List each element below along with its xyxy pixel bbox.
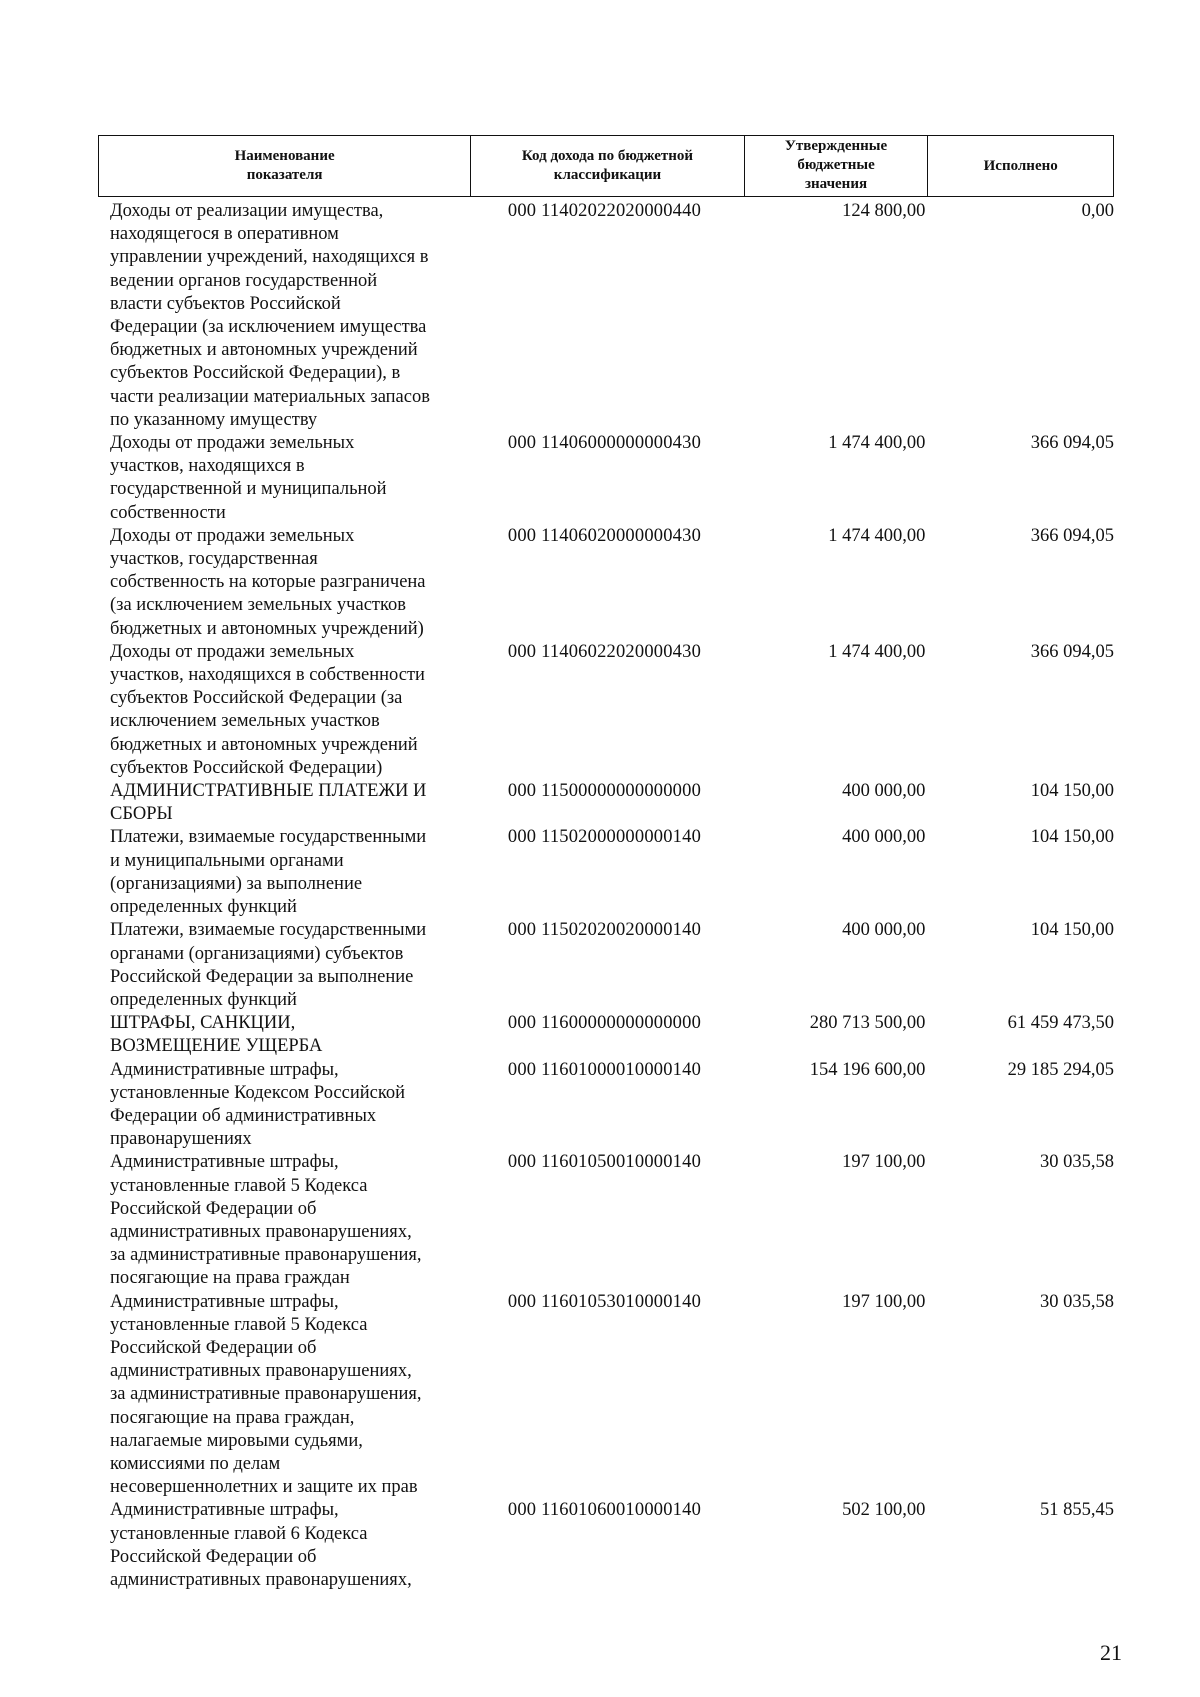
- row-fact: 104 150,00: [1030, 781, 1114, 802]
- table-row: [98, 1291, 1114, 1500]
- row-plan: 197 100,00: [842, 1152, 926, 1173]
- row-code: 000 11600000000000000: [507, 1013, 702, 1034]
- row-name: ШТРАФЫ, САНКЦИИ, ВОЗМЕЩЕНИЕ УЩЕРБА: [110, 1013, 323, 1057]
- row-fact: 0,00: [1081, 201, 1114, 221]
- row-name: Доходы от продажи земельных участков, находящихся в государственной и муниципальной собственности: [110, 433, 387, 523]
- header-code-cell: [471, 136, 744, 196]
- row-fact: 366 094,05: [1030, 641, 1114, 662]
- table-body: [98, 200, 1114, 1592]
- row-plan: 154 196 600,00: [809, 1059, 926, 1080]
- row-plan: 197 100,00: [842, 1291, 926, 1312]
- row-name: Доходы от продажи земельных участков, государственная собственность на которые разграничена (за исключением земельных участков бюджетных и автономных учреждений): [110, 525, 426, 639]
- row-name: Доходы от продажи земельных участков, находящихся в собственности субъектов Российской Федерации (за исключением земельных участков бюджетных и автономных учреждений субъектов Российской Федерации): [110, 641, 425, 778]
- row-name: АДМИНИСТРАТИВНЫЕ ПЛАТЕЖИ И СБОРЫ: [110, 781, 427, 825]
- row-fact: 366 094,05: [1030, 525, 1114, 546]
- row-plan: 400 000,00: [842, 827, 926, 848]
- row-plan: 1 474 400,00: [828, 641, 926, 662]
- table-row: [98, 525, 1114, 641]
- row-name: Административные штрафы, установленные главой 5 Кодекса Российской Федерации об административных правонарушениях, за административные правонарушения, посягающие на права граждан, налагаемые мировыми судьями, комиссиями по делам несовершеннолетних и защите их прав: [110, 1291, 422, 1498]
- table-row: [98, 200, 1114, 432]
- table-row: [98, 919, 1114, 1012]
- page-number: 21: [1100, 1640, 1122, 1665]
- header-plan-cell: [745, 136, 929, 196]
- table-row: [98, 1059, 1114, 1152]
- table-header: [98, 135, 1114, 197]
- table-row: [98, 1151, 1114, 1290]
- row-plan: 124 800,00: [842, 201, 926, 221]
- header-fact-label: Исполнено: [983, 157, 1058, 174]
- row-plan: 502 100,00: [842, 1500, 926, 1521]
- header-name-cell: [99, 136, 471, 196]
- row-code: 000 11601000010000140: [507, 1059, 702, 1080]
- row-code: 000 11406020000000430: [507, 525, 702, 546]
- row-fact: 29 185 294,05: [1007, 1059, 1114, 1080]
- table-row: [98, 826, 1114, 919]
- row-code: 000 11406022020000430: [507, 641, 702, 662]
- row-plan: 1 474 400,00: [828, 433, 926, 454]
- row-code: 000 11500000000000000: [507, 781, 702, 802]
- table-row: [98, 780, 1114, 826]
- table-row: [98, 1012, 1114, 1058]
- table-row: [98, 432, 1114, 525]
- header-fact-cell: [928, 136, 1113, 196]
- row-code: 000 11601050010000140: [507, 1152, 702, 1173]
- row-code: 000 11402022020000440: [507, 201, 702, 221]
- table-row: [98, 641, 1114, 780]
- row-fact: 61 459 473,50: [1007, 1013, 1114, 1034]
- row-fact: 51 855,45: [1040, 1500, 1114, 1521]
- row-name: Платежи, взимаемые государственными и муниципальными органами (организациями) за выполнение определенных функций: [110, 827, 427, 918]
- row-code: 000 11502000000000140: [507, 827, 702, 848]
- table-row: [98, 1499, 1114, 1592]
- row-fact: 30 035,58: [1040, 1152, 1114, 1173]
- row-plan: 280 713 500,00: [809, 1013, 926, 1034]
- header-code-label: Код дохода по бюджетной классификации: [521, 148, 694, 183]
- row-name: Административные штрафы, установленные Кодексом Российской Федерации об административных правонарушениях: [110, 1059, 406, 1150]
- row-plan: 400 000,00: [842, 781, 926, 802]
- row-name: Административные штрафы, установленные главой 6 Кодекса Российской Федерации об административных правонарушениях,: [110, 1500, 412, 1590]
- row-fact: 104 150,00: [1030, 827, 1114, 848]
- row-fact: 30 035,58: [1040, 1291, 1114, 1312]
- row-code: 000 11601053010000140: [507, 1291, 702, 1312]
- row-code: 000 11601060010000140: [507, 1500, 702, 1521]
- row-fact: 366 094,05: [1030, 433, 1114, 454]
- row-plan: 400 000,00: [842, 920, 926, 941]
- row-fact: 104 150,00: [1030, 920, 1114, 941]
- row-name: Доходы от реализации имущества, находящегося в оперативном управлении учреждений, находящихся в ведении органов государственной власти субъектов Российской Федерации (за исключением имущества бюджетных и автономных учреждений субъектов Российской Федерации), в части реализации материальных запасов по указанному имуществу: [110, 201, 430, 430]
- row-name: Административные штрафы, установленные главой 5 Кодекса Российской Федерации об административных правонарушениях, за административные правонарушения, посягающие на права граждан: [110, 1152, 422, 1289]
- row-code: 000 11406000000000430: [507, 433, 702, 454]
- header-name-label: Наименование показателя: [234, 148, 335, 183]
- row-code: 000 11502020020000140: [507, 920, 702, 941]
- header-plan-label: Утвержденные бюджетные значения: [784, 138, 888, 192]
- row-plan: 1 474 400,00: [828, 525, 926, 546]
- row-name: Платежи, взимаемые государственными органами (организациями) субъектов Российской Федерации за выполнение определенных функций: [110, 920, 427, 1010]
